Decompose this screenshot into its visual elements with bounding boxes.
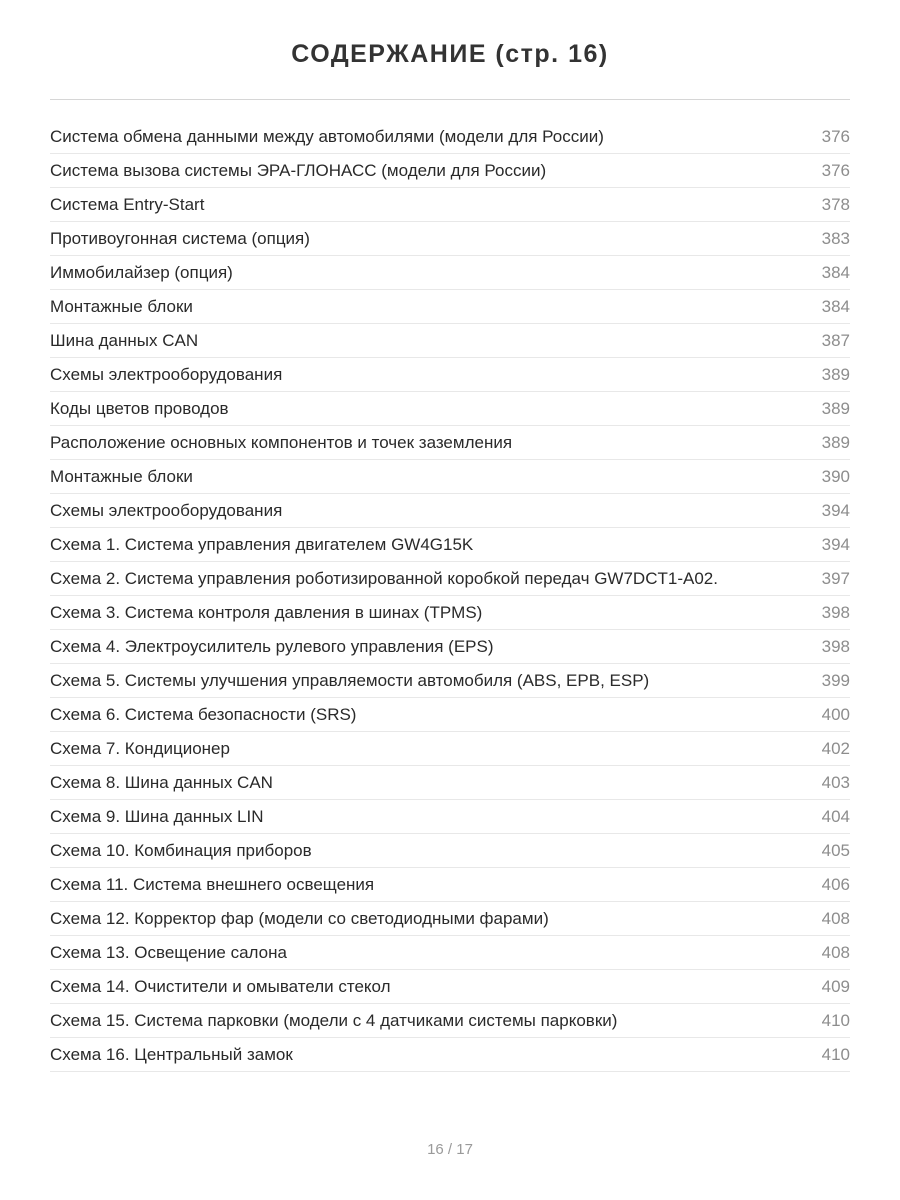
toc-entry-title: Монтажные блоки [50,296,193,316]
toc-row[interactable] [50,222,850,256]
title-divider [50,99,850,100]
toc-row[interactable] [50,732,850,766]
toc-entry-title: Схема 6. Система безопасности (SRS) [50,704,357,724]
toc-entry-page: 384 [821,296,850,316]
toc-row[interactable] [50,1004,850,1038]
toc-row[interactable] [50,902,850,936]
toc-entry-title: Схема 13. Освещение салона [50,942,287,962]
toc-entry-page: 409 [821,976,850,996]
toc-row[interactable] [50,528,850,562]
toc-entry-title: Система обмена данными между автомобилями (модели для России) [50,126,604,146]
toc-row[interactable] [50,154,850,188]
toc-entry-page: 383 [821,228,850,248]
toc-entry-title: Схемы электрооборудования [50,364,283,384]
toc-entry-page: 408 [821,908,850,928]
toc-entry-page: 389 [821,398,850,418]
toc-entry-page: 376 [821,126,850,146]
toc-entry-page: 387 [821,330,850,350]
toc-row[interactable] [50,188,850,222]
toc-entry-page: 402 [821,738,850,758]
toc-row[interactable] [50,936,850,970]
page-title: СОДЕРЖАНИЕ (стр. 16) [291,40,609,68]
toc-row[interactable] [50,562,850,596]
toc-row[interactable] [50,256,850,290]
toc-entry-title: Схема 12. Корректор фар (модели со светодиодными фарами) [50,908,549,928]
toc-entry-title: Противоугонная система (опция) [50,228,310,248]
toc-entry-title: Система Entry-Start [50,194,205,214]
toc-list [50,120,850,1072]
toc-entry-title: Схема 2. Система управления роботизированной коробкой передач GW7DCT1-A02. [50,568,718,588]
toc-row[interactable] [50,1038,850,1072]
toc-row[interactable] [50,766,850,800]
toc-entry-page: 389 [821,432,850,452]
toc-entry-title: Система вызова системы ЭРА-ГЛОНАСС (модели для России) [50,160,547,180]
toc-entry-title: Схема 7. Кондиционер [50,738,230,758]
toc-entry-page: 390 [821,466,850,486]
toc-entry-page: 384 [821,262,850,282]
toc-entry-page: 410 [821,1044,850,1064]
toc-entry-title: Шина данных CAN [50,330,199,350]
toc-row[interactable] [50,324,850,358]
toc-row[interactable] [50,970,850,1004]
toc-entry-page: 404 [821,806,850,826]
toc-entry-title: Коды цветов проводов [50,398,229,418]
toc-entry-page: 398 [821,636,850,656]
toc-entry-title: Схема 3. Система контроля давления в шинах (TPMS) [50,602,483,622]
toc-entry-title: Расположение основных компонентов и точек заземления [50,432,513,452]
toc-entry-page: 398 [821,602,850,622]
toc-row[interactable] [50,868,850,902]
toc-row[interactable] [50,596,850,630]
toc-entry-title: Схема 16. Центральный замок [50,1044,293,1064]
toc-row[interactable] [50,800,850,834]
toc-entry-title: Схема 1. Система управления двигателем GW4G15K [50,534,474,554]
toc-header [0,40,900,68]
toc-entry-page: 399 [821,670,850,690]
toc-entry-title: Схема 9. Шина данных LIN [50,806,264,826]
toc-entry-title: Схема 4. Электроусилитель рулевого управления (EPS) [50,636,494,656]
toc-row[interactable] [50,834,850,868]
toc-entry-title: Схема 11. Система внешнего освещения [50,874,375,894]
toc-entry-title: Схема 8. Шина данных CAN [50,772,273,792]
toc-row[interactable] [50,460,850,494]
toc-entry-page: 376 [821,160,850,180]
toc-entry-title: Иммобилайзер (опция) [50,262,233,282]
page-number-indicator: 16 / 17 [427,1141,473,1158]
toc-entry-page: 405 [821,840,850,860]
toc-entry-title: Схема 14. Очистители и омыватели стекол [50,976,391,996]
toc-row[interactable] [50,494,850,528]
toc-row[interactable] [50,664,850,698]
toc-entry-page: 400 [821,704,850,724]
toc-row[interactable] [50,120,850,154]
toc-entry-title: Схема 10. Комбинация приборов [50,840,312,860]
toc-row[interactable] [50,426,850,460]
toc-row[interactable] [50,358,850,392]
toc-row[interactable] [50,698,850,732]
toc-entry-page: 410 [821,1010,850,1030]
toc-entry-page: 394 [821,534,850,554]
toc-row[interactable] [50,392,850,426]
toc-entry-title: Схемы электрооборудования [50,500,283,520]
toc-entry-page: 406 [821,874,850,894]
toc-row[interactable] [50,630,850,664]
toc-entry-page: 408 [821,942,850,962]
toc-row[interactable] [50,290,850,324]
toc-entry-page: 394 [821,500,850,520]
toc-entry-title: Схема 15. Система парковки (модели с 4 датчиками системы парковки) [50,1010,618,1030]
toc-entry-title: Схема 5. Системы улучшения управляемости автомобиля (ABS, EPB, ESP) [50,670,650,690]
toc-entry-title: Монтажные блоки [50,466,193,486]
toc-entry-page: 389 [821,364,850,384]
toc-entry-page: 403 [821,772,850,792]
toc-entry-page: 378 [821,194,850,214]
toc-entry-page: 397 [821,568,850,588]
